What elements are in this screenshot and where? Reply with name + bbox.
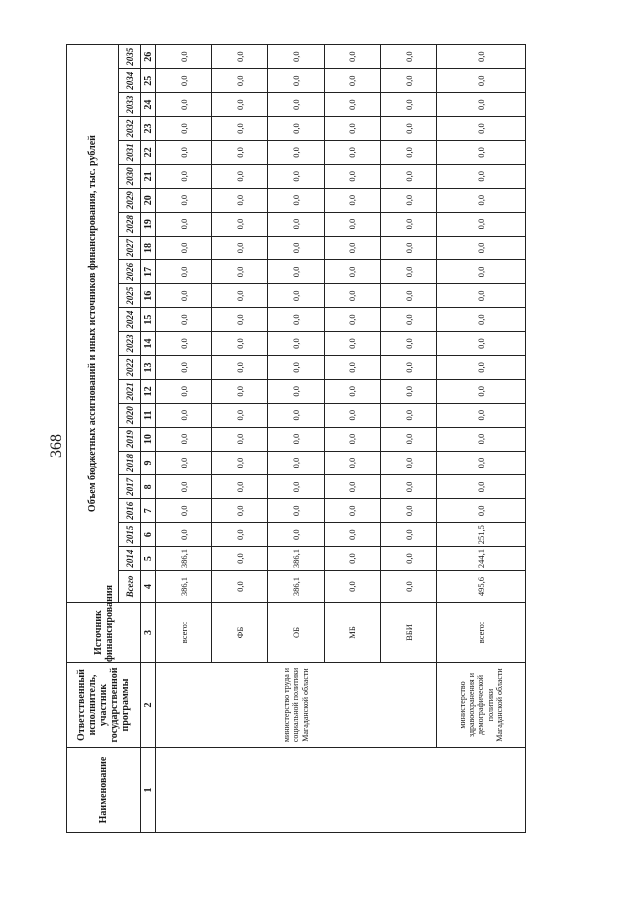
header-volume: Объем бюджетных ассигнований и иных источников финансирования, тыс. рублей xyxy=(67,45,119,603)
value-cell: 0,0 xyxy=(324,379,380,403)
value-cell: 0,0 xyxy=(380,379,436,403)
column-number: 1 xyxy=(141,748,156,833)
value-cell: 0,0 xyxy=(437,260,526,284)
column-number: 25 xyxy=(141,69,156,93)
column-number: 8 xyxy=(141,475,156,499)
value-cell: 0,0 xyxy=(437,140,526,164)
source-cell: всего: xyxy=(156,603,212,663)
executor-health: министерство здравоохранения и демографической политики Магаданской области xyxy=(458,668,504,742)
value-cell: 0,0 xyxy=(212,379,268,403)
column-number: 14 xyxy=(141,332,156,356)
value-cell: 0,0 xyxy=(212,69,268,93)
value-cell: 386,1 xyxy=(156,547,212,571)
value-cell: 0,0 xyxy=(437,93,526,117)
value-cell: 0,0 xyxy=(212,547,268,571)
header-year: 2030 xyxy=(119,164,141,188)
value-cell: 0,0 xyxy=(380,164,436,188)
header-year: 2032 xyxy=(119,117,141,141)
header-year: 2015 xyxy=(119,523,141,547)
column-number: 18 xyxy=(141,236,156,260)
value-cell: 0,0 xyxy=(156,332,212,356)
value-cell: 0,0 xyxy=(380,499,436,523)
value-cell: 0,0 xyxy=(212,355,268,379)
header-total: Всего xyxy=(119,571,141,603)
header-year: 2029 xyxy=(119,188,141,212)
value-cell: 0,0 xyxy=(212,403,268,427)
header-year: 2033 xyxy=(119,93,141,117)
value-cell: 0,0 xyxy=(212,523,268,547)
value-cell: 0,0 xyxy=(437,45,526,69)
value-cell: 0,0 xyxy=(268,284,324,308)
value-cell: 0,0 xyxy=(324,427,380,451)
value-cell: 0,0 xyxy=(324,212,380,236)
value-cell: 0,0 xyxy=(212,212,268,236)
value-cell: 0,0 xyxy=(380,571,436,603)
value-cell: 0,0 xyxy=(268,499,324,523)
value-cell: 0,0 xyxy=(437,69,526,93)
source-cell: МБ xyxy=(324,603,380,663)
value-cell: 0,0 xyxy=(324,164,380,188)
value-cell: 0,0 xyxy=(268,69,324,93)
header-year: 2034 xyxy=(119,69,141,93)
value-cell: 0,0 xyxy=(212,93,268,117)
value-cell: 0,0 xyxy=(380,140,436,164)
value-cell: 0,0 xyxy=(212,475,268,499)
value-cell: 0,0 xyxy=(437,117,526,141)
value-cell: 0,0 xyxy=(380,523,436,547)
column-number: 3 xyxy=(141,603,156,663)
header-year: 2014 xyxy=(119,547,141,571)
value-cell: 0,0 xyxy=(324,69,380,93)
value-cell: 0,0 xyxy=(156,499,212,523)
value-cell: 0,0 xyxy=(156,475,212,499)
value-cell: 0,0 xyxy=(212,308,268,332)
value-cell: 0,0 xyxy=(380,45,436,69)
value-cell: 0,0 xyxy=(268,332,324,356)
column-number: 2 xyxy=(141,663,156,748)
budget-table-wrapper xyxy=(66,47,526,833)
header-year: 2024 xyxy=(119,308,141,332)
column-number: 5 xyxy=(141,547,156,571)
header-year: 2016 xyxy=(119,499,141,523)
value-cell: 0,0 xyxy=(437,284,526,308)
value-cell: 0,0 xyxy=(156,355,212,379)
value-cell: 0,0 xyxy=(212,499,268,523)
value-cell: 0,0 xyxy=(156,164,212,188)
value-cell: 0,0 xyxy=(324,236,380,260)
executor-cell xyxy=(156,663,437,748)
source-cell: всего: xyxy=(437,603,526,663)
header-year: 2017 xyxy=(119,475,141,499)
source-cell: ОБ xyxy=(268,603,324,663)
value-cell: 0,0 xyxy=(156,451,212,475)
value-cell: 0,0 xyxy=(380,236,436,260)
budget-table xyxy=(66,44,526,833)
value-cell: 0,0 xyxy=(156,427,212,451)
value-cell: 0,0 xyxy=(156,403,212,427)
value-cell: 0,0 xyxy=(212,260,268,284)
value-cell: 0,0 xyxy=(268,117,324,141)
header-name: Наименование xyxy=(67,748,141,833)
value-cell: 0,0 xyxy=(324,117,380,141)
value-cell: 0,0 xyxy=(268,260,324,284)
value-cell: 0,0 xyxy=(212,332,268,356)
column-number: 6 xyxy=(141,523,156,547)
value-cell: 0,0 xyxy=(268,212,324,236)
source-cell: ФБ xyxy=(212,603,268,663)
value-cell: 0,0 xyxy=(324,188,380,212)
value-cell: 0,0 xyxy=(268,93,324,117)
value-cell: 0,0 xyxy=(268,164,324,188)
value-cell: 0,0 xyxy=(437,355,526,379)
value-cell: 0,0 xyxy=(324,308,380,332)
value-cell: 0,0 xyxy=(437,427,526,451)
column-number: 22 xyxy=(141,140,156,164)
column-number: 4 xyxy=(141,571,156,603)
value-cell: 0,0 xyxy=(156,523,212,547)
value-cell: 0,0 xyxy=(437,451,526,475)
value-cell: 0,0 xyxy=(156,212,212,236)
value-cell: 0,0 xyxy=(156,45,212,69)
value-cell: 0,0 xyxy=(268,379,324,403)
column-number: 15 xyxy=(141,308,156,332)
column-number: 19 xyxy=(141,212,156,236)
value-cell: 0,0 xyxy=(212,117,268,141)
value-cell: 495,6 xyxy=(437,571,526,603)
value-cell: 244,1 xyxy=(437,547,526,571)
name-cell xyxy=(156,748,526,833)
value-cell: 0,0 xyxy=(437,499,526,523)
page-number: 368 xyxy=(48,434,65,458)
value-cell: 0,0 xyxy=(324,45,380,69)
value-cell: 386,1 xyxy=(268,571,324,603)
value-cell: 0,0 xyxy=(156,308,212,332)
value-cell: 0,0 xyxy=(268,140,324,164)
value-cell: 0,0 xyxy=(212,284,268,308)
value-cell: 0,0 xyxy=(324,571,380,603)
value-cell: 0,0 xyxy=(156,260,212,284)
value-cell: 0,0 xyxy=(212,45,268,69)
column-number: 11 xyxy=(141,403,156,427)
value-cell: 0,0 xyxy=(324,332,380,356)
value-cell: 386,1 xyxy=(156,571,212,603)
value-cell: 0,0 xyxy=(437,475,526,499)
value-cell: 0,0 xyxy=(156,188,212,212)
header-year: 2022 xyxy=(119,355,141,379)
header-source: Источник финансирования xyxy=(67,603,141,663)
header-year: 2021 xyxy=(119,379,141,403)
value-cell: 0,0 xyxy=(268,355,324,379)
header-year: 2035 xyxy=(119,45,141,69)
value-cell: 0,0 xyxy=(156,379,212,403)
value-cell: 0,0 xyxy=(437,188,526,212)
column-number: 9 xyxy=(141,451,156,475)
header-year: 2028 xyxy=(119,212,141,236)
value-cell: 0,0 xyxy=(156,93,212,117)
header-year: 2025 xyxy=(119,284,141,308)
value-cell: 0,0 xyxy=(324,93,380,117)
value-cell: 0,0 xyxy=(212,164,268,188)
value-cell: 0,0 xyxy=(324,451,380,475)
value-cell: 0,0 xyxy=(380,403,436,427)
value-cell: 0,0 xyxy=(268,427,324,451)
column-number: 16 xyxy=(141,284,156,308)
executor-cell xyxy=(437,663,526,748)
value-cell: 0,0 xyxy=(268,188,324,212)
column-number: 26 xyxy=(141,45,156,69)
executor-labour: министерство труда и социальной политики Магаданской области xyxy=(282,667,310,743)
value-cell: 0,0 xyxy=(380,332,436,356)
value-cell: 0,0 xyxy=(212,427,268,451)
value-cell: 0,0 xyxy=(380,547,436,571)
value-cell: 0,0 xyxy=(324,260,380,284)
value-cell: 0,0 xyxy=(380,188,436,212)
value-cell: 0,0 xyxy=(437,164,526,188)
value-cell: 0,0 xyxy=(324,475,380,499)
column-number: 20 xyxy=(141,188,156,212)
value-cell: 0,0 xyxy=(268,236,324,260)
column-number: 23 xyxy=(141,117,156,141)
column-number: 12 xyxy=(141,379,156,403)
value-cell: 0,0 xyxy=(156,117,212,141)
value-cell: 0,0 xyxy=(380,308,436,332)
value-cell: 0,0 xyxy=(437,212,526,236)
value-cell: 0,0 xyxy=(268,45,324,69)
value-cell: 0,0 xyxy=(268,308,324,332)
header-executor: Ответственный исполнитель, участник государственной программы xyxy=(67,663,141,748)
value-cell: 0,0 xyxy=(380,260,436,284)
value-cell: 0,0 xyxy=(324,284,380,308)
value-cell: 0,0 xyxy=(212,140,268,164)
value-cell: 0,0 xyxy=(324,547,380,571)
header-year: 2023 xyxy=(119,332,141,356)
source-cell: ВБИ xyxy=(380,603,436,663)
value-cell: 0,0 xyxy=(437,236,526,260)
value-cell: 0,0 xyxy=(324,403,380,427)
value-cell: 0,0 xyxy=(156,69,212,93)
value-cell: 0,0 xyxy=(268,475,324,499)
value-cell: 0,0 xyxy=(380,93,436,117)
value-cell: 0,0 xyxy=(156,140,212,164)
value-cell: 0,0 xyxy=(212,236,268,260)
value-cell: 0,0 xyxy=(324,355,380,379)
value-cell: 0,0 xyxy=(268,451,324,475)
header-year: 2027 xyxy=(119,236,141,260)
value-cell: 0,0 xyxy=(380,475,436,499)
value-cell: 0,0 xyxy=(268,523,324,547)
column-number: 13 xyxy=(141,355,156,379)
value-cell: 0,0 xyxy=(156,236,212,260)
value-cell: 0,0 xyxy=(437,379,526,403)
value-cell: 0,0 xyxy=(437,403,526,427)
column-number: 10 xyxy=(141,427,156,451)
value-cell: 0,0 xyxy=(212,571,268,603)
value-cell: 0,0 xyxy=(212,188,268,212)
column-number: 24 xyxy=(141,93,156,117)
value-cell: 0,0 xyxy=(437,308,526,332)
value-cell: 0,0 xyxy=(380,451,436,475)
value-cell: 0,0 xyxy=(380,355,436,379)
column-number: 17 xyxy=(141,260,156,284)
value-cell: 0,0 xyxy=(268,403,324,427)
value-cell: 0,0 xyxy=(324,523,380,547)
value-cell: 0,0 xyxy=(380,427,436,451)
value-cell: 0,0 xyxy=(380,117,436,141)
value-cell: 0,0 xyxy=(324,140,380,164)
value-cell: 0,0 xyxy=(380,69,436,93)
header-year: 2031 xyxy=(119,140,141,164)
value-cell: 0,0 xyxy=(380,284,436,308)
header-year: 2020 xyxy=(119,403,141,427)
column-number: 21 xyxy=(141,164,156,188)
header-year: 2018 xyxy=(119,451,141,475)
value-cell: 251,5 xyxy=(437,523,526,547)
value-cell: 0,0 xyxy=(324,499,380,523)
value-cell: 386,1 xyxy=(268,547,324,571)
value-cell: 0,0 xyxy=(212,451,268,475)
header-year: 2019 xyxy=(119,427,141,451)
column-number: 7 xyxy=(141,499,156,523)
header-year: 2026 xyxy=(119,260,141,284)
value-cell: 0,0 xyxy=(156,284,212,308)
value-cell: 0,0 xyxy=(380,212,436,236)
value-cell: 0,0 xyxy=(437,332,526,356)
